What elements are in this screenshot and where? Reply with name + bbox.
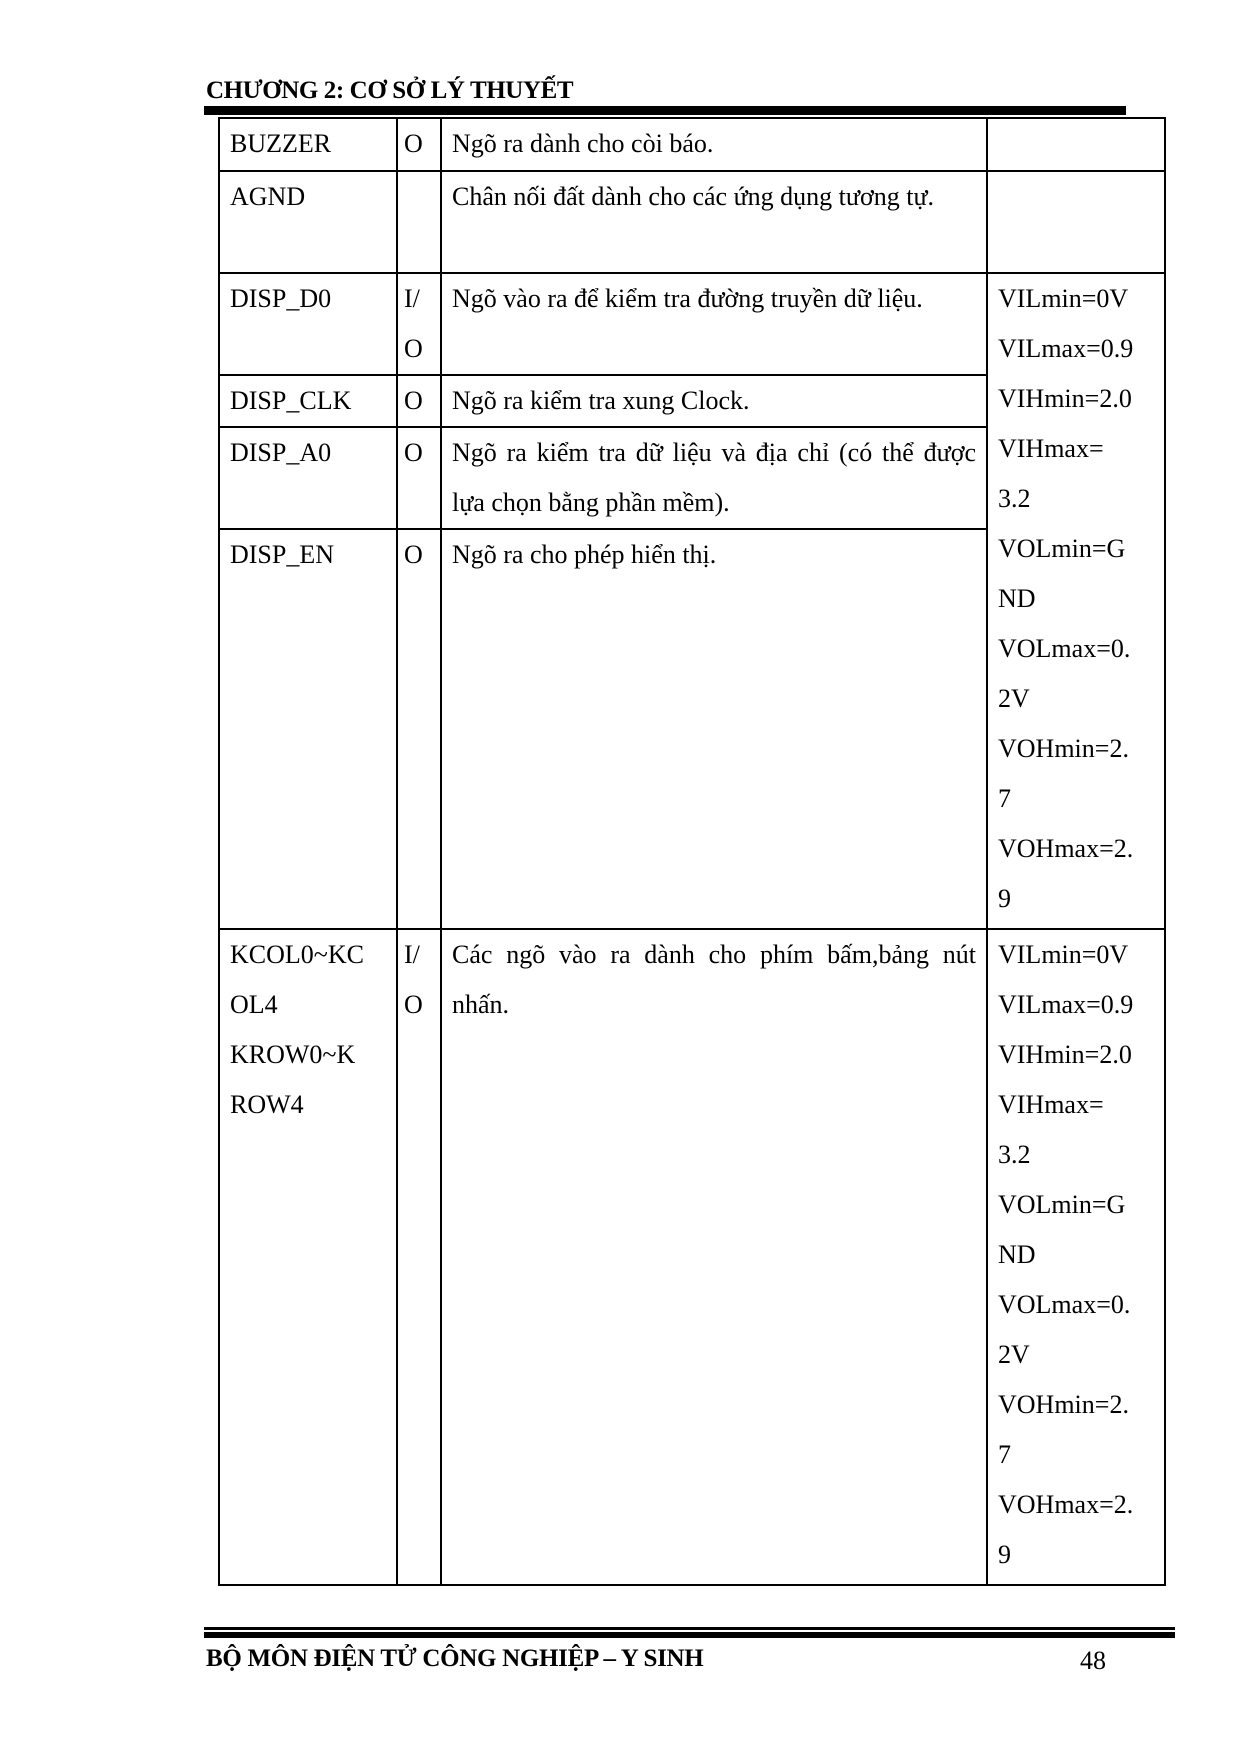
pin-spec-cell [987,118,1165,171]
pin-io: I/ [404,940,420,969]
pin-desc-cell: Ngõ vào ra để kiểm tra đường truyền dữ liệu. [441,273,987,375]
pin-name-cell [219,529,397,929]
page-number: 48 [1080,1646,1106,1675]
spec-line: ND [998,1240,1036,1269]
table-row [219,273,1165,375]
pin-name-cell [219,427,397,529]
spec-line: VILmin=0V [998,940,1129,969]
pin-spec-cell [987,171,1165,273]
pin-io: O [404,334,423,363]
pin-io: I/ [404,284,420,313]
footer-department: BỘ MÔN ĐIỆN TỬ CÔNG NGHIỆP – Y SINH [206,1645,704,1672]
pin-desc-cell: Ngõ ra cho phép hiển thị. [441,529,987,929]
spec-line: ND [998,584,1036,613]
spec-line: VIHmax= [998,1090,1104,1119]
pin-io-cell [397,529,441,929]
table-row [219,118,1165,171]
pin-io-cell [397,929,441,1585]
pin-io: O [404,990,423,1019]
pin-desc-cell: Ngõ ra dành cho còi báo. [441,118,987,171]
spec-line: VIHmin=2.0 [998,384,1132,413]
chapter-title: CHƯƠNG 2: CƠ SỞ LÝ THUYẾT [206,77,574,104]
pin-desc-cell: Ngõ ra kiểm tra xung Clock. [441,375,987,427]
electrical-spec-cell [987,929,1165,1585]
pin-name: DISP_EN [230,540,335,569]
spec-line: VOLmax=0. [998,1290,1131,1319]
spec-line: 7 [998,784,1011,813]
pin-name: DISP_CLK [230,386,352,415]
pin-name: AGND [230,182,306,211]
pin-io-cell [397,427,441,529]
pin-desc-cell: Ngõ ra kiểm tra dữ liệu và địa chỉ (có thể được lựa chọn bằng phần mềm). [441,427,987,529]
pin-name-cell [219,375,397,427]
spec-line: VOHmin=2. [998,734,1129,763]
spec-line: 7 [998,1440,1011,1469]
pin-name: BUZZER [230,129,332,158]
pin-io: O [404,438,423,467]
pin-io: O [404,540,423,569]
spec-line: VILmax=0.9 [998,334,1134,363]
spec-line: VOHmax=2. [998,834,1134,863]
pin-name: DISP_A0 [230,438,332,467]
spec-line: VILmin=0V [998,284,1129,313]
spec-line: 9 [998,1540,1011,1569]
pin-desc-cell: Chân nối đất dành cho các ứng dụng tương tự. [441,171,987,273]
spec-line: 2V [998,1340,1030,1369]
spec-line: 3.2 [998,1140,1031,1169]
header-rule [204,106,1126,115]
pin-name: KCOL0~KC [230,940,364,969]
electrical-spec-cell [987,273,1165,929]
spec-line: 9 [998,884,1011,913]
footer-rule-thin [204,1627,1175,1630]
pin-name: ROW4 [230,1090,304,1119]
spec-line: VOHmax=2. [998,1490,1134,1519]
pin-desc-cell: Các ngõ vào ra dành cho phím bấm,bảng nút nhấn. [441,929,987,1585]
spec-line: VOLmin=G [998,534,1126,563]
pin-io: O [404,386,423,415]
pin-io: O [404,129,423,158]
pin-io-cell [397,171,441,273]
pin-name-cell [219,929,397,1585]
spec-line: 2V [998,684,1030,713]
pin-io-cell [397,375,441,427]
pin-io-cell [397,273,441,375]
spec-line: 3.2 [998,484,1031,513]
pin-description-table [218,117,1166,1586]
pin-io-cell [397,118,441,171]
spec-line: VIHmax= [998,434,1104,463]
pin-name: KROW0~K [230,1040,356,1069]
spec-line: VIHmin=2.0 [998,1040,1132,1069]
pin-name: OL4 [230,990,278,1019]
pin-name-cell [219,171,397,273]
pin-name-cell [219,273,397,375]
pin-name: DISP_D0 [230,284,332,313]
footer-rule-thick [204,1632,1175,1638]
pin-name-cell [219,118,397,171]
spec-line: VOLmax=0. [998,634,1131,663]
table-row [219,171,1165,273]
spec-line: VOHmin=2. [998,1390,1129,1419]
table-row [219,929,1165,1585]
spec-line: VOLmin=G [998,1190,1126,1219]
spec-line: VILmax=0.9 [998,990,1134,1019]
